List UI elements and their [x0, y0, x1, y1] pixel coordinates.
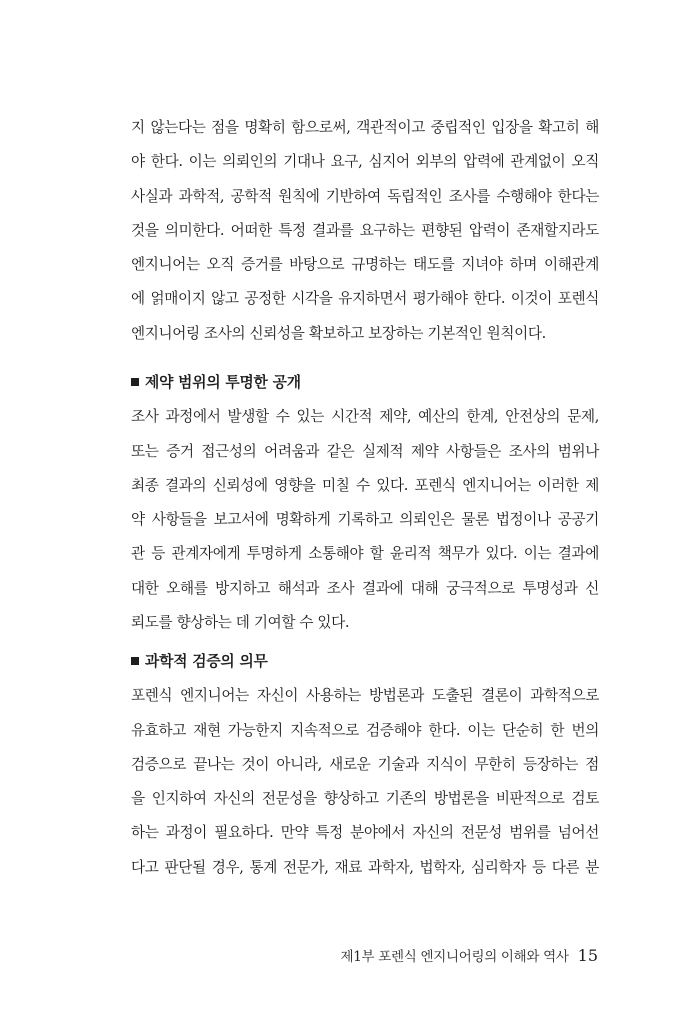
- page-footer: [341, 942, 598, 970]
- text-line: 또는 증거 접근성의 어려움과 같은 실제적 제약 사항들은 조사의 범위나: [131, 442, 599, 460]
- text-line: 대한 오해를 방지하고 해석과 조사 결과에 대해 궁극적으로 투명성과 신: [131, 579, 599, 597]
- text-line: 다고 판단될 경우, 통계 전문가, 재료 과학자, 법학자, 심리학자 등 다른 분: [131, 858, 599, 876]
- text-line: 엔지니어는 오직 증거를 바탕으로 규명하는 태도를 지녀야 하며 이해관계: [131, 256, 599, 274]
- section-heading-text: 과학적 검증의 의무: [145, 653, 268, 670]
- text-line: 검증으로 끝나는 것이 아니라, 새로운 기술과 지식이 무한히 등장하는 점: [131, 755, 599, 773]
- text-line: 지 않는다는 점을 명확히 함으로써, 객관적이고 중립적인 입장을 확고히 해: [131, 119, 599, 136]
- text-line: 약 사항들을 보고서에 명확하게 기록하고 의뢰인은 물론 법정이나 공공기: [131, 511, 599, 529]
- square-bullet-icon: [131, 657, 139, 665]
- section-transparency: [131, 366, 599, 640]
- text-line: 최종 결과의 신뢰성에 영향을 미칠 수 있다. 포렌식 엔지니어는 이러한 제: [131, 476, 599, 494]
- text-line: 뢰도를 향상하는 데 기여할 수 있다.: [131, 614, 350, 632]
- text-line: 포렌식 엔지니어는 자신이 사용하는 방법론과 도출된 결론이 과학적으로: [131, 687, 599, 705]
- page-number: 15: [577, 946, 598, 965]
- section-heading: [131, 366, 599, 400]
- text-line: 것을 의미한다. 어떠한 특정 결과를 요구하는 편향된 압력이 존재할지라도: [131, 221, 599, 239]
- text-line: 관 등 관계자에게 투명하게 소통해야 할 윤리적 책무가 있다. 이는 결과에: [131, 545, 599, 563]
- text-line: 유효하고 재현 가능한지 지속적으로 검증해야 한다. 이는 단순히 한 번의: [131, 721, 599, 739]
- text-line: 엔지니어링 조사의 신뢰성을 확보하고 보장하는 기본적인 원칙이다.: [131, 324, 546, 342]
- running-title: 제1부 포렌식 엔지니어링의 이해와 역사: [340, 949, 569, 965]
- paragraph-continued: [131, 111, 599, 351]
- square-bullet-icon: [131, 378, 139, 386]
- section-scientific-verification: [131, 645, 599, 885]
- section-heading-text: 제약 범위의 투명한 공개: [145, 374, 301, 391]
- text-line: 에 얽매이지 않고 공정한 시각을 유지하면서 평가해야 한다. 이것이 포렌식: [131, 290, 599, 308]
- text-line: 하는 과정이 필요하다. 만약 특정 분야에서 자신의 전문성 범위를 넘어선: [131, 824, 599, 842]
- text-line: 조사 과정에서 발생할 수 있는 시간적 제약, 예산의 한계, 안전상의 문제,: [131, 408, 599, 426]
- text-line: 을 인지하여 자신의 전문성을 향상하고 기존의 방법론을 비판적으로 검토: [131, 790, 599, 808]
- section-heading: [131, 645, 599, 679]
- text-line: 야 한다. 이는 의뢰인의 기대나 요구, 심지어 외부의 압력에 관계없이 오직: [131, 153, 599, 171]
- text-line: 사실과 과학적, 공학적 원칙에 기반하여 독립적인 조사를 수행해야 한다는: [131, 187, 599, 205]
